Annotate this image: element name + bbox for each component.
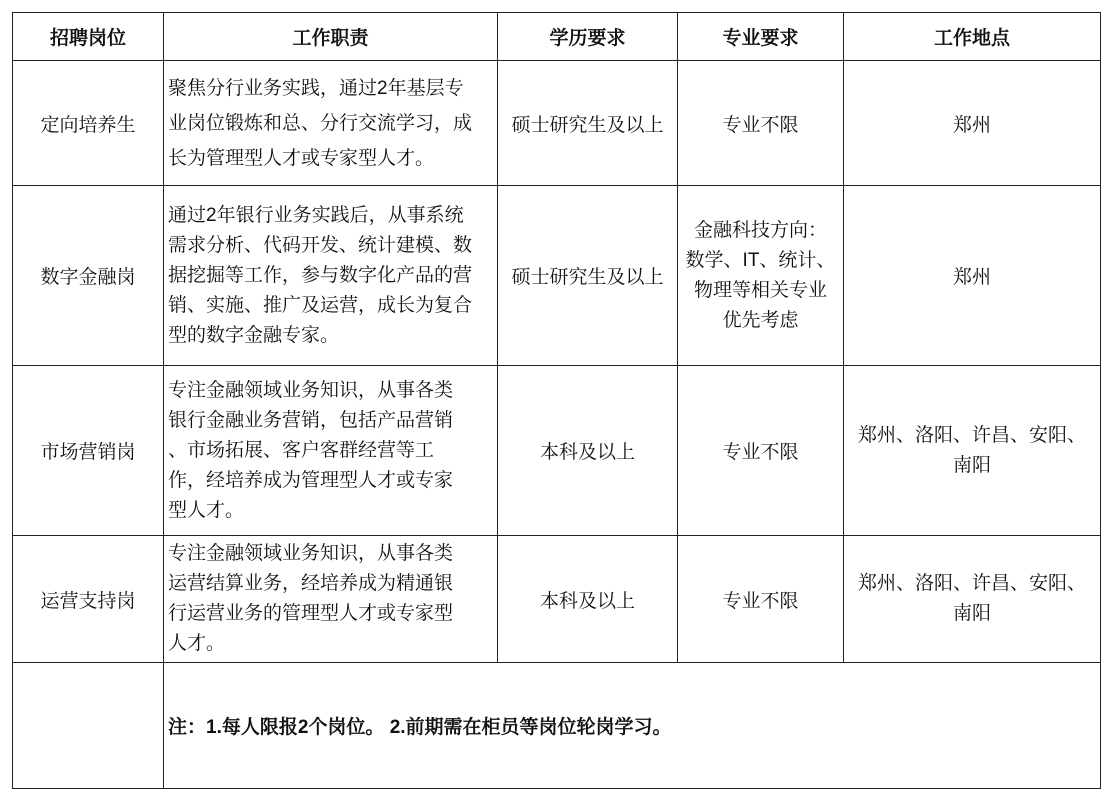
major-line: 优先考虑 bbox=[722, 309, 799, 331]
major-line: 金融科技方向： bbox=[693, 219, 827, 241]
position-cell: 数字金融岗 bbox=[13, 186, 164, 366]
note-row bbox=[13, 663, 1101, 789]
location-line: 南阳 bbox=[952, 454, 991, 476]
empty-cell bbox=[13, 663, 164, 789]
duties-line: 型人才。 bbox=[168, 499, 245, 521]
duties-line: 银行金融业务营销，包括产品营销 bbox=[168, 409, 454, 431]
recruitment-table bbox=[12, 12, 1101, 789]
table-row bbox=[13, 366, 1101, 536]
major-cell bbox=[678, 186, 844, 366]
education-cell: 硕士研究生及以上 bbox=[498, 61, 678, 186]
location-line: 郑州、洛阳、许昌、安阳、 bbox=[857, 573, 1086, 594]
duties-cell bbox=[164, 186, 498, 366]
position-cell: 运营支持岗 bbox=[13, 536, 164, 663]
major-cell: 专业不限 bbox=[678, 366, 844, 536]
table-row bbox=[13, 61, 1101, 186]
position-cell: 定向培养生 bbox=[13, 61, 164, 186]
header-major: 专业要求 bbox=[678, 13, 844, 61]
table-row bbox=[13, 186, 1101, 366]
duties-line: 行运营业务的管理型人才或专家型 bbox=[168, 603, 454, 624]
header-location: 工作地点 bbox=[844, 13, 1101, 61]
duties-line: 型的数字金融专家。 bbox=[168, 324, 340, 346]
duties-line: 销、实施、推广及运营，成长为复合 bbox=[168, 294, 473, 316]
duties-line: 据挖掘等工作，参与数字化产品的营 bbox=[168, 264, 473, 286]
header-row bbox=[13, 13, 1101, 61]
major-line: 数学、IT、统计、 bbox=[685, 249, 836, 271]
education-cell: 本科及以上 bbox=[498, 536, 678, 663]
location-cell bbox=[844, 366, 1101, 536]
duties-line: 业岗位锻炼和总、分行交流学习，成 bbox=[168, 112, 473, 134]
duties-line: 通过2年银行业务实践后，从事系统 bbox=[168, 204, 464, 226]
duties-line: 作，经培养成为管理型人才或专家 bbox=[168, 469, 454, 491]
major-line: 物理等相关专业 bbox=[693, 279, 827, 301]
major-cell: 专业不限 bbox=[678, 61, 844, 186]
duties-line: 长为管理型人才或专家型人才。 bbox=[168, 147, 435, 169]
location-line: 南阳 bbox=[952, 603, 991, 624]
duties-line: 需求分析、代码开发、统计建模、数 bbox=[168, 234, 473, 256]
major-cell: 专业不限 bbox=[678, 536, 844, 663]
location-line: 郑州、洛阳、许昌、安阳、 bbox=[857, 424, 1086, 446]
location-cell: 郑州 bbox=[844, 61, 1101, 186]
duties-cell bbox=[164, 366, 498, 536]
duties-line: 运营结算业务，经培养成为精通银 bbox=[168, 573, 454, 594]
duties-line: 、市场拓展、客户客群经营等工 bbox=[168, 439, 435, 461]
duties-cell bbox=[164, 536, 498, 663]
duties-line: 专注金融领域业务知识，从事各类 bbox=[168, 379, 454, 401]
location-cell: 郑州 bbox=[844, 186, 1101, 366]
education-cell: 本科及以上 bbox=[498, 366, 678, 536]
duties-line: 聚焦分行业务实践，通过2年基层专 bbox=[168, 77, 464, 99]
duties-cell bbox=[164, 61, 498, 186]
education-cell: 硕士研究生及以上 bbox=[498, 186, 678, 366]
location-cell bbox=[844, 536, 1101, 663]
header-position: 招聘岗位 bbox=[13, 13, 164, 61]
duties-line: 人才。 bbox=[168, 633, 226, 654]
header-education: 学历要求 bbox=[498, 13, 678, 61]
header-duties: 工作职责 bbox=[164, 13, 498, 61]
table-row bbox=[13, 536, 1101, 663]
note-text: 注：1.每人限报2个岗位。 2.前期需在柜员等岗位轮岗学习。 bbox=[164, 663, 1101, 789]
position-cell: 市场营销岗 bbox=[13, 366, 164, 536]
duties-line: 专注金融领域业务知识，从事各类 bbox=[168, 543, 454, 564]
